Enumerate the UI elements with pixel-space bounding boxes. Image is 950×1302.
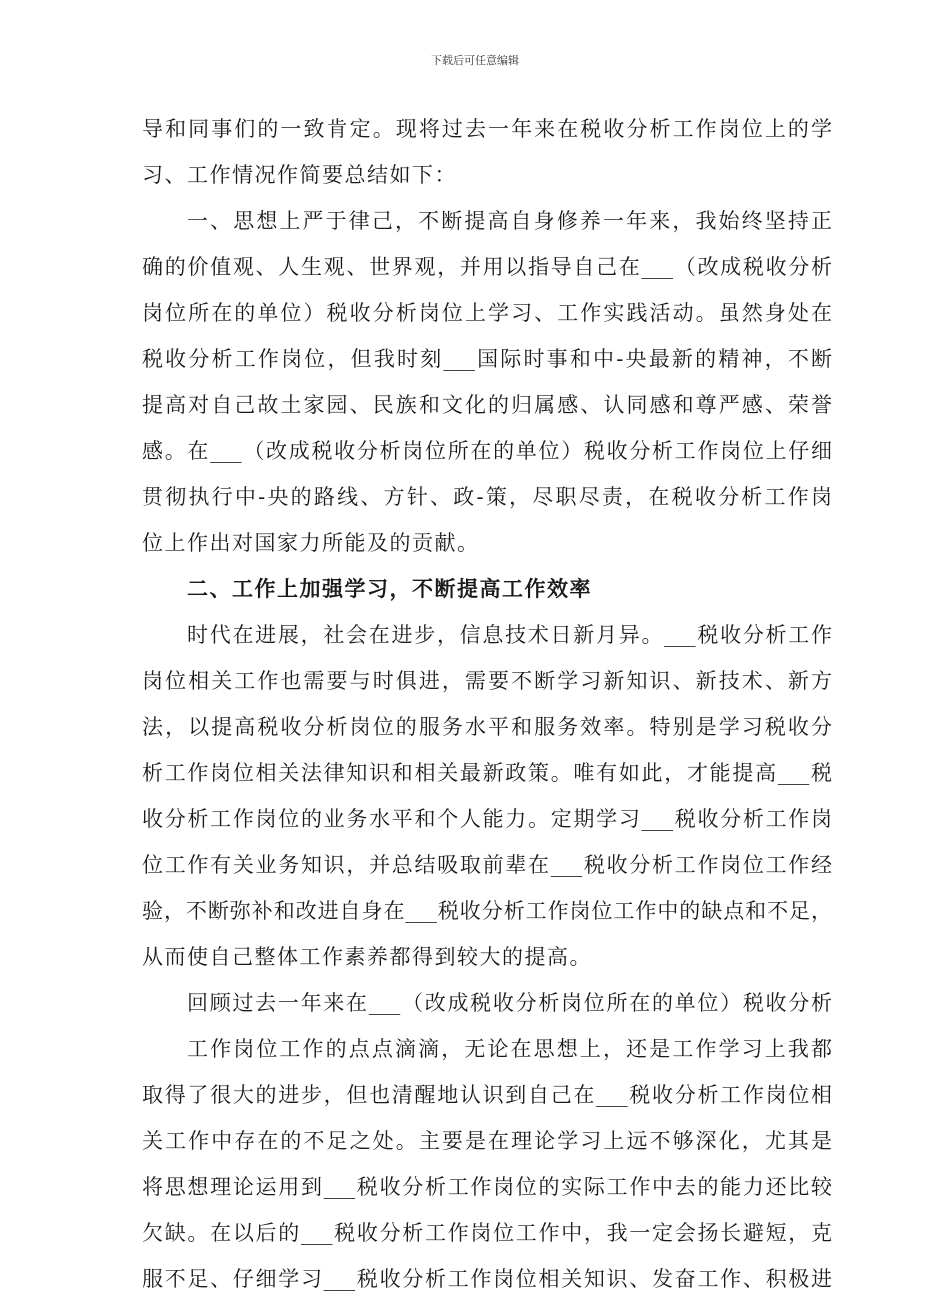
text-line: 取得了很大的进步，但也清醒地认识到自己在___税收分析工作岗位相 [142,1083,832,1107]
text-line: 收分析工作岗位的业务水平和个人能力。定期学习___税收分析工作岗 [142,807,832,831]
text-line: 工作岗位工作的点点滴滴，无论在思想上，还是工作学习上我都 [187,1037,832,1061]
text-line: 贯彻执行中-央的路线、方针、政-策，尽职尽责，在税收分析工作岗 [142,485,832,509]
text-line: 岗位所在的单位）税收分析岗位上学习、工作实践活动。虽然身处在 [142,301,832,325]
page-header: 下载后可任意编辑 [431,54,519,67]
section-heading-1: 一、思想上严于律己，不断提高自身修养一年来，我始终坚持正 [187,209,832,233]
text-line: 岗位相关工作也需要与时俱进，需要不断学习新知识、新技术、新方 [142,669,832,693]
text-line: 析工作岗位相关法律知识和相关最新政策。唯有如此，才能提高___税 [142,761,832,785]
text-line: 关工作中存在的不足之处。主要是在理论学习上远不够深化，尤其是 [142,1129,832,1153]
text-line: 提高对自己故土家园、民族和文化的归属感、认同感和尊严感、荣誉 [142,393,832,417]
text-line: 欠缺。在以后的___税收分析工作岗位工作中，我一定会扬长避短，克 [142,1221,832,1245]
text-line: 时代在进展，社会在进步，信息技术日新月异。___税收分析工作 [187,623,832,647]
text-line: 验，不断弥补和改进自身在___税收分析工作岗位工作中的缺点和不足， [142,899,832,923]
text-line: 确的价值观、人生观、世界观，并用以指导自己在___（改成税收分析 [142,255,832,279]
text-line: 法，以提高税收分析岗位的服务水平和服务效率。特别是学习税收分 [142,715,832,739]
document-body [142,106,832,1302]
text-line: 导和同事们的一致肯定。现将过去一年来在税收分析工作岗位上的学 [142,117,832,141]
text-line: 位工作有关业务知识，并总结吸取前辈在___税收分析工作岗位工作经 [142,853,832,877]
text-line: 位上作出对国家力所能及的贡献。 [142,531,480,555]
text-line: 从而使自己整体工作素养都得到较大的提高。 [142,945,592,969]
text-line: 税收分析工作岗位，但我时刻___国际时事和中-央最新的精神，不断 [142,347,832,371]
text-line: 将思想理论运用到___税收分析工作岗位的实际工作中去的能力还比较 [142,1175,832,1199]
text-line: 感。在___（改成税收分析岗位所在的单位）税收分析工作岗位上仔细 [142,439,832,463]
text-line: 服不足、仔细学习___税收分析工作岗位相关知识、发奋工作、积极进 [142,1267,832,1291]
text-line: 习、工作情况作简要总结如下： [142,163,457,187]
section-heading-2: 二、工作上加强学习，不断提高工作效率 [187,577,592,601]
text-line: 回顾过去一年来在___（改成税收分析岗位所在的单位）税收分析 [187,991,832,1015]
